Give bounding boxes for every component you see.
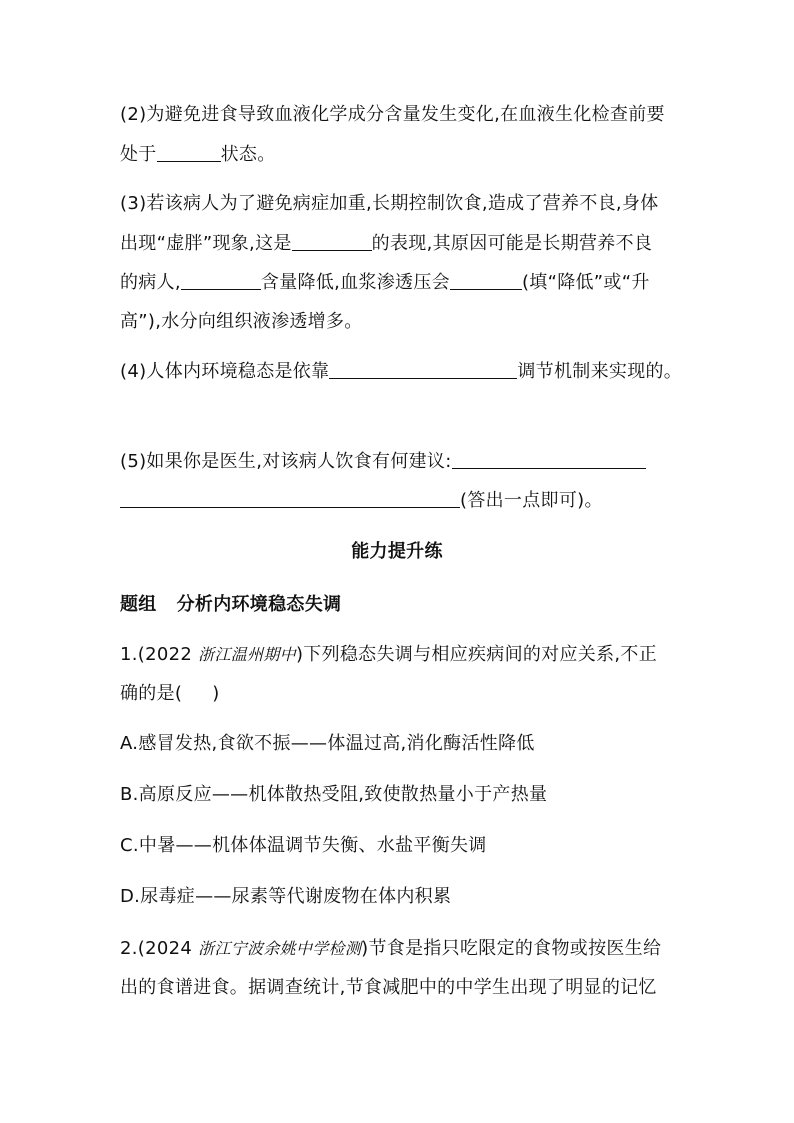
q3-text-e: (填“降低”或“升 [521, 272, 650, 293]
q3-text-b: 的表现,其原因可能是长期营养不良 [371, 233, 653, 254]
mc1-option-d: D.尿毒症——尿素等代谢废物在体内积累 [120, 886, 452, 907]
mc2-number: 2.(2024 [120, 938, 199, 959]
q5-line-2 [120, 489, 603, 513]
mc1-number: 1.(2022 [120, 644, 199, 665]
q5-answer-blank-2[interactable] [120, 489, 460, 508]
mc2-stem-a: )节食是指只吃限定的食物或按医生给 [361, 938, 662, 959]
group-heading [120, 593, 341, 617]
q4-text-b: 调节机制来实现的。 [517, 361, 683, 382]
q2-line-1: (2)为避免进食导致血液化学成分含量发生变化,在血液生化检查前要 [120, 104, 665, 125]
q5-answer-blank-1[interactable] [452, 450, 646, 469]
q2-answer-blank[interactable] [157, 143, 221, 162]
group-label: 题组 [120, 594, 157, 615]
mc2-stem-line-2: 出的食谱进食。据调查统计,节食减肥中的中学生出现了明显的记忆 [120, 977, 657, 998]
mc1-option-a: A.感冒发热,食欲不振——体温过高,消化酶活性降低 [120, 733, 535, 754]
q3-text-c: 的病人, [120, 272, 181, 293]
q3-answer-blank-2[interactable] [181, 271, 261, 290]
q3-line-4: 高”),水分向组织液渗透增多。 [120, 311, 363, 332]
q2-text-a: 处于 [120, 144, 157, 165]
group-title: 分析内环境稳态失调 [176, 594, 342, 615]
q3-answer-blank-1[interactable] [292, 232, 372, 251]
mc1-option-b: B.高原反应——机体散热受阻,致使散热量小于产热量 [120, 784, 548, 805]
q2-line-2 [120, 143, 276, 167]
mc1-stem-line-2 [120, 682, 220, 706]
q3-text-d: 含量降低,血浆渗透压会 [260, 272, 450, 293]
q5-line-1 [120, 450, 646, 474]
mc2-source: 浙江宁波余姚中学检测 [198, 939, 362, 958]
q4-text-a: (4)人体内环境稳态是依靠 [120, 361, 330, 382]
q3-line-1: (3)若该病人为了避免病症加重,长期控制饮食,造成了营养不良,身体 [120, 193, 659, 214]
mc1-stem-b1: 确的是( [120, 683, 183, 704]
mc1-source: 浙江温州期中 [198, 645, 296, 664]
q3-answer-blank-3[interactable] [450, 271, 522, 290]
q4-answer-blank[interactable] [329, 360, 517, 379]
q2-text-b: 状态。 [220, 144, 276, 165]
q3-line-3 [120, 271, 650, 295]
q4-line-1 [120, 360, 682, 384]
q5-text-a: (5)如果你是医生,对该病人饮食有何建议: [120, 451, 452, 472]
q5-text-b: (答出一点即可)。 [460, 490, 603, 511]
mc1-option-c: C.中暑——机体体温调节失衡、水盐平衡失调 [120, 835, 487, 856]
q3-line-2 [120, 232, 652, 256]
mc2-stem-line-1 [120, 937, 661, 961]
mc1-stem-a: )下列稳态失调与相应疾病间的对应关系,不正 [295, 644, 657, 665]
section-title: 能力提升练 [351, 541, 443, 562]
mc1-stem-line-1 [120, 643, 657, 667]
q3-text-a: 出现“虚胖”现象,这是 [120, 233, 292, 254]
mc1-stem-b2: ) [212, 683, 220, 704]
